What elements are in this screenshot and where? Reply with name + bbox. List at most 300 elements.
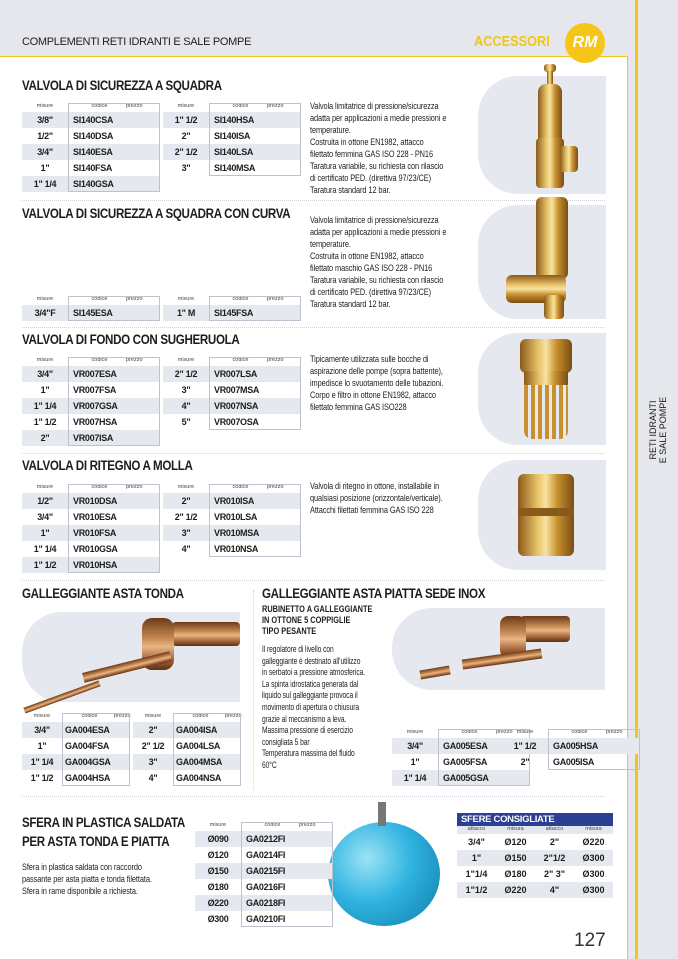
- product-image-valvola-fondo: [478, 333, 606, 445]
- code-cell: GA005FSA: [443, 757, 488, 767]
- description-line: adatta per applicazioni a medie pressioni e: [310, 227, 447, 237]
- code-cell: SI140HSA: [214, 115, 255, 125]
- sfere-cell: Ø300: [582, 885, 605, 895]
- description-line: filettato femmina GAS ISO 228 - PN16: [310, 149, 433, 159]
- divider: [22, 796, 605, 797]
- sfere-cell: 1"1/4: [465, 869, 488, 879]
- description-line: Sfera in rame disponibile a richiesta.: [22, 886, 138, 896]
- col-codice: codice: [461, 729, 478, 735]
- sfere-cell: 4": [549, 885, 560, 895]
- col-prezzo: prezzo: [126, 484, 143, 490]
- subtitle-line: RUBINETTO A GALLEGGIANTE: [262, 604, 373, 614]
- description-line: Valvola di ritegno in ottone, installabile in: [310, 481, 440, 491]
- section-title: VALVOLA DI SICUREZZA A SQUADRA: [22, 78, 222, 93]
- code-cell: SI140GSA: [73, 179, 114, 189]
- sfere-cell: Ø150: [504, 853, 527, 863]
- col-codice: codice: [81, 713, 98, 719]
- divider: [22, 580, 605, 581]
- col-misure: misure: [406, 729, 424, 735]
- table-row: [133, 738, 241, 754]
- code-cell: VR010ESA: [73, 512, 117, 522]
- col-codice: codice: [232, 357, 249, 363]
- size-cell: 3": [148, 757, 158, 767]
- table-header: [22, 484, 160, 493]
- table-header: [22, 103, 160, 112]
- section-title: VALVOLA DI RITEGNO A MOLLA: [22, 458, 193, 473]
- col-codice: codice: [571, 729, 588, 735]
- size-cell: 2": [181, 496, 191, 506]
- code-cell: VR007ISA: [73, 433, 114, 443]
- description-line: Costruita in ottone EN1982, attacco: [310, 251, 424, 261]
- table-row: [195, 879, 333, 895]
- description-line: Attacchi filettati femmina GAS ISO 228: [310, 505, 434, 515]
- code-cell: VR007OSA: [214, 417, 259, 427]
- col-misure: misure: [177, 296, 195, 302]
- sfere-cell: 1"1/2: [465, 885, 488, 895]
- sfere-row: [457, 850, 613, 866]
- col-misure: misure: [177, 103, 195, 109]
- table-row: [163, 128, 301, 144]
- col-misure: misure: [144, 713, 162, 719]
- product-subtitle: [262, 604, 372, 637]
- code-cell: VR010NSA: [214, 544, 259, 554]
- size-cell: 2": [520, 757, 530, 767]
- size-cell: 3": [181, 385, 191, 395]
- size-cell: 1" 1/2: [33, 560, 57, 570]
- description-line: Corpo e filtro in ottone EN1982, attacco: [310, 390, 436, 400]
- table-row: [163, 525, 301, 541]
- table-row: [163, 144, 301, 160]
- code-cell: GA004MSA: [176, 757, 223, 767]
- size-cell: 3/4": [407, 741, 423, 751]
- product-image-galleggiante-tonda: [22, 612, 240, 702]
- size-cell: 2" 1/2: [141, 741, 165, 751]
- code-cell: VR010ISA: [214, 496, 255, 506]
- divider: [253, 590, 254, 790]
- code-cell: GA005HSA: [553, 741, 599, 751]
- product-table: [163, 357, 301, 430]
- code-cell: GA004NSA: [176, 773, 222, 783]
- col-misure: misure: [36, 484, 54, 490]
- code-cell: VR010FSA: [73, 528, 117, 538]
- size-cell: 1" 1/4: [33, 401, 57, 411]
- table-row: [195, 895, 333, 911]
- sfere-cell: 1": [471, 853, 482, 863]
- table-header: [163, 357, 301, 366]
- description-line: di certificato PED. (direttiva 97/23/CE): [310, 173, 432, 183]
- size-cell: 1": [40, 163, 50, 173]
- table-header: [163, 103, 301, 112]
- size-cell: 1" 1/4: [33, 179, 57, 189]
- sfere-cell: Ø220: [582, 837, 605, 847]
- table-row: [163, 493, 301, 509]
- sfere-title: SFERE CONSIGLIATE: [457, 813, 613, 826]
- code-cell: SI140MSA: [214, 163, 256, 173]
- size-cell: 2" 1/2: [174, 369, 198, 379]
- size-cell: Ø150: [207, 866, 229, 876]
- logo-text: RM: [572, 34, 598, 51]
- table-header: [502, 729, 640, 738]
- code-cell: VR007ESA: [73, 369, 117, 379]
- description-line: Il regolatore di livello con: [262, 644, 334, 654]
- code-cell: SI140CSA: [73, 115, 114, 125]
- description-line: liquido sul galleggiante provoca il: [262, 690, 358, 701]
- section-title: GALLEGGIANTE ASTA TONDA: [22, 586, 184, 601]
- table-header: [163, 296, 301, 305]
- size-cell: 2" 1/2: [174, 147, 198, 157]
- description-line: qualsiasi posizione (orizzontale/verticale).: [310, 493, 443, 503]
- code-cell: VR010MSA: [214, 528, 260, 538]
- table-row: [22, 738, 130, 754]
- sfere-row: [457, 834, 613, 850]
- size-cell: 2" 1/2: [174, 512, 198, 522]
- size-cell: 1": [40, 528, 50, 538]
- product-table: [133, 713, 241, 786]
- description-line: galleggiante è destinato all'utilizzo: [262, 655, 361, 666]
- description-line: movimento di apertura o chiusura: [262, 701, 360, 712]
- table-row: [133, 770, 241, 786]
- table-row: [133, 754, 241, 770]
- side-tab-line-1: RETI IDRANTI: [648, 400, 658, 460]
- sfere-cell: Ø120: [504, 837, 527, 847]
- table-row: [133, 722, 241, 738]
- table-row: [195, 831, 333, 847]
- table-row: [22, 493, 160, 509]
- table-row: [22, 382, 160, 398]
- code-cell: VR010HSA: [73, 560, 118, 570]
- code-cell: GA0210FI: [246, 914, 286, 924]
- product-table: [195, 822, 333, 927]
- description-line: filettato maschio GAS ISO 228 - PN16: [310, 263, 433, 273]
- table-row: [22, 541, 160, 557]
- product-description: [310, 480, 443, 516]
- sfera-stem: [378, 802, 386, 826]
- product-image-valvola-curva: [478, 205, 606, 319]
- description-line: La spinta idrostatica generata dal: [262, 678, 359, 689]
- col-prezzo: prezzo: [267, 296, 284, 302]
- col-misure: misure: [516, 729, 534, 735]
- code-cell: GA0215FI: [246, 866, 286, 876]
- code-cell: VR007GSA: [73, 401, 118, 411]
- table-row: [163, 160, 301, 176]
- table-row: [502, 738, 640, 754]
- table-header: [22, 296, 160, 305]
- sfere-row: [457, 866, 613, 882]
- description-line: Massima pressione di esercizio: [262, 725, 353, 736]
- table-row: [195, 911, 333, 927]
- table-row: [22, 366, 160, 382]
- code-cell: SI140ESA: [73, 147, 113, 157]
- category-label: ACCESSORI: [474, 33, 550, 50]
- size-cell: 2": [148, 725, 158, 735]
- sfere-rows: [457, 834, 613, 898]
- col-codice: codice: [192, 713, 209, 719]
- size-cell: 4": [181, 401, 191, 411]
- product-image-valvola-ritegno: [478, 460, 606, 570]
- table-row: [22, 128, 160, 144]
- code-cell: VR007NSA: [214, 401, 259, 411]
- description-line: in serbatoi a pressione atmosferica.: [262, 667, 366, 678]
- description-line: Valvola limitatrice di pressione/sicurezza: [310, 215, 439, 225]
- size-cell: 2": [40, 433, 50, 443]
- subtitle-line: IN OTTONE 5 COPPIGLIE: [262, 615, 351, 625]
- size-cell: 3/4": [34, 725, 50, 735]
- code-cell: SI140FSA: [73, 163, 113, 173]
- description-line: Taratura variabile, su richiesta con rilascio: [310, 275, 444, 285]
- code-cell: GA004FSA: [65, 741, 110, 751]
- size-cell: 4": [181, 544, 191, 554]
- size-cell: Ø180: [207, 882, 229, 892]
- code-cell: GA005ISA: [553, 757, 595, 767]
- table-row: [22, 509, 160, 525]
- size-cell: 3/8": [37, 115, 53, 125]
- sfere-cell: 2"1/2: [543, 853, 566, 863]
- col-prezzo: prezzo: [267, 484, 284, 490]
- sfere-cell: Ø300: [582, 869, 605, 879]
- divider: [22, 327, 605, 328]
- description-line: consigliata 5 bar: [262, 736, 310, 747]
- description-line: impedisce lo svuotamento delle tubazioni.: [310, 378, 444, 388]
- description-line: aspirazione delle pompe (sopra battente),: [310, 366, 443, 376]
- section-title: GALLEGGIANTE ASTA PIATTA SEDE INOX: [262, 586, 486, 601]
- col-misure: misure: [177, 484, 195, 490]
- table-row: [163, 541, 301, 557]
- size-cell: 1": [40, 385, 50, 395]
- size-cell: Ø220: [207, 898, 229, 908]
- code-cell: VR007MSA: [214, 385, 260, 395]
- sfere-cell: 2" 3": [543, 869, 566, 879]
- product-description: [310, 353, 443, 413]
- table-row: [22, 525, 160, 541]
- section-header: COMPLEMENTI RETI IDRANTI E SALE POMPE: [22, 36, 252, 48]
- size-cell: 1" 1/4: [30, 757, 54, 767]
- col-codice: codice: [232, 484, 249, 490]
- description-line: Tipicamente utilizzata sulle bocche di: [310, 354, 429, 364]
- table-header: [22, 357, 160, 366]
- col-codice: codice: [91, 484, 108, 490]
- product-table: [163, 296, 301, 321]
- description-line: Taratura variabile, su richiesta con rilascio: [310, 161, 444, 171]
- code-cell: VR010DSA: [73, 496, 118, 506]
- description-line: filettato femmina GAS ISO228: [310, 402, 407, 412]
- table-header: [22, 713, 130, 722]
- col-prezzo: prezzo: [496, 729, 513, 735]
- sfere-row: [457, 882, 613, 898]
- code-cell: GA004LSA: [176, 741, 221, 751]
- size-cell: 1" 1/2: [174, 115, 198, 125]
- size-cell: 1" 1/2: [33, 417, 57, 427]
- sfere-col-header: attacco: [467, 826, 486, 832]
- description-line: Taratura standard 12 bar.: [310, 299, 391, 309]
- product-table: [163, 103, 301, 176]
- code-cell: GA0214FI: [246, 850, 286, 860]
- table-header: [195, 822, 333, 831]
- description-line: passante per asta piatta e tonda filettata.: [22, 874, 152, 884]
- description-line: Sfera in plastica saldata con raccordo: [22, 862, 142, 872]
- size-cell: Ø090: [207, 834, 229, 844]
- table-row: [195, 863, 333, 879]
- table-row: [22, 305, 160, 321]
- section-title: [22, 813, 185, 851]
- col-prezzo: prezzo: [606, 729, 623, 735]
- size-cell: 3": [181, 528, 191, 538]
- code-cell: VR010GSA: [73, 544, 118, 554]
- page-number: 127: [574, 930, 606, 951]
- col-prezzo: prezzo: [114, 713, 131, 719]
- table-row: [22, 398, 160, 414]
- size-cell: Ø120: [207, 850, 229, 860]
- col-misure: misure: [36, 357, 54, 363]
- col-codice: codice: [91, 357, 108, 363]
- section-title: VALVOLA DI SICUREZZA A SQUADRA CON CURVA: [22, 206, 291, 221]
- size-cell: 3/4": [37, 369, 53, 379]
- sfere-cell: 2": [549, 837, 560, 847]
- col-prezzo: prezzo: [126, 103, 143, 109]
- code-cell: SI145FSA: [214, 308, 254, 318]
- size-cell: 5": [181, 417, 191, 427]
- sfere-cell: Ø180: [504, 869, 527, 879]
- size-cell: 3/4"F: [34, 308, 56, 318]
- sfere-cell: 3/4": [468, 837, 485, 847]
- code-cell: GA004ISA: [176, 725, 218, 735]
- description-line: Valvola limitatrice di pressione/sicurezza: [310, 101, 439, 111]
- product-description: [262, 644, 381, 772]
- col-prezzo: prezzo: [267, 103, 284, 109]
- table-row: [195, 847, 333, 863]
- description-line: temperature.: [310, 125, 351, 135]
- col-misure: misure: [209, 822, 227, 828]
- code-cell: GA0218FI: [246, 898, 286, 908]
- code-cell: SI145ESA: [73, 308, 113, 318]
- code-cell: VR007FSA: [73, 385, 117, 395]
- sfere-consigliate-table: [457, 813, 613, 898]
- sfere-col-header: misura: [585, 826, 602, 832]
- size-cell: 1" 1/4: [403, 773, 427, 783]
- table-row: [22, 144, 160, 160]
- code-cell: VR007HSA: [73, 417, 118, 427]
- description-line: Taratura standard 12 bar.: [310, 185, 391, 195]
- accent-line: [635, 0, 638, 959]
- product-table: [502, 729, 640, 770]
- table-header: [163, 484, 301, 493]
- size-cell: 1" M: [176, 308, 196, 318]
- code-cell: GA005ESA: [443, 741, 488, 751]
- size-cell: 4": [148, 773, 158, 783]
- sfere-header: [457, 826, 613, 834]
- col-prezzo: prezzo: [267, 357, 284, 363]
- size-cell: 1": [37, 741, 47, 751]
- col-misure: misure: [36, 103, 54, 109]
- table-row: [163, 414, 301, 430]
- size-cell: 1" 1/2: [513, 741, 537, 751]
- table-row: [502, 754, 640, 770]
- col-misure: misure: [177, 357, 195, 363]
- rm-logo: [565, 23, 605, 63]
- description-line: 60°C: [262, 759, 277, 770]
- side-tab-strip: [638, 0, 678, 959]
- code-cell: VR007LSA: [214, 369, 258, 379]
- product-description: [310, 100, 446, 196]
- title-line: PER ASTA TONDA E PIATTA: [22, 834, 170, 849]
- size-cell: 1": [410, 757, 420, 767]
- code-cell: SI140LSA: [214, 147, 254, 157]
- table-row: [22, 112, 160, 128]
- col-codice: codice: [91, 103, 108, 109]
- table-row: [22, 430, 160, 446]
- col-prezzo: prezzo: [126, 296, 143, 302]
- code-cell: GA004GSA: [65, 757, 111, 767]
- table-row: [22, 414, 160, 430]
- code-cell: GA0212FI: [246, 834, 286, 844]
- table-row: [22, 722, 130, 738]
- code-cell: SI140DSA: [73, 131, 114, 141]
- col-misure: misure: [36, 296, 54, 302]
- code-cell: GA004HSA: [65, 773, 111, 783]
- sfere-cell: Ø300: [582, 853, 605, 863]
- table-row: [163, 382, 301, 398]
- size-cell: 2": [181, 131, 191, 141]
- code-cell: VR010LSA: [214, 512, 258, 522]
- product-table: [163, 484, 301, 557]
- description-line: temperature.: [310, 239, 351, 249]
- product-image-sfera: [328, 822, 440, 926]
- product-table: [22, 357, 160, 446]
- code-cell: SI140ISA: [214, 131, 251, 141]
- table-row: [392, 770, 530, 786]
- table-header: [133, 713, 241, 722]
- product-description: [310, 214, 446, 310]
- table-row: [163, 305, 301, 321]
- side-tab-line-2: E SALE POMPE: [658, 396, 668, 464]
- code-cell: GA0216FI: [246, 882, 286, 892]
- col-codice: codice: [264, 822, 281, 828]
- table-row: [163, 509, 301, 525]
- col-prezzo: prezzo: [299, 822, 316, 828]
- table-row: [22, 754, 130, 770]
- product-image-galleggiante-piatta: [392, 608, 605, 690]
- description-line: Costruita in ottone EN1982, attacco: [310, 137, 424, 147]
- size-cell: Ø300: [207, 914, 229, 924]
- col-codice: codice: [232, 103, 249, 109]
- divider: [22, 200, 605, 201]
- sfere-cell: Ø220: [504, 885, 527, 895]
- code-cell: GA005GSA: [443, 773, 489, 783]
- table-row: [22, 176, 160, 192]
- divider: [22, 453, 605, 454]
- description-line: grazie al meccanismo a leva.: [262, 713, 347, 724]
- product-table: [22, 296, 160, 321]
- table-row: [163, 366, 301, 382]
- product-description: [22, 861, 152, 897]
- sfere-col-header: attacco: [545, 826, 564, 832]
- table-row: [163, 112, 301, 128]
- size-cell: 1" 1/4: [33, 544, 57, 554]
- product-table: [22, 103, 160, 192]
- code-cell: GA004ESA: [65, 725, 110, 735]
- section-title: VALVOLA DI FONDO CON SUGHERUOLA: [22, 332, 240, 347]
- size-cell: 3/4": [37, 147, 53, 157]
- description-line: Temperatura massima del fluido: [262, 748, 355, 759]
- table-row: [163, 398, 301, 414]
- size-cell: 3/4": [37, 512, 53, 522]
- col-misure: misure: [33, 713, 51, 719]
- subtitle-line: TIPO PESANTE: [262, 626, 317, 636]
- col-codice: codice: [232, 296, 249, 302]
- size-cell: 1/2": [37, 131, 53, 141]
- table-row: [22, 770, 130, 786]
- table-row: [22, 160, 160, 176]
- product-image-valvola-sicurezza: [478, 76, 606, 194]
